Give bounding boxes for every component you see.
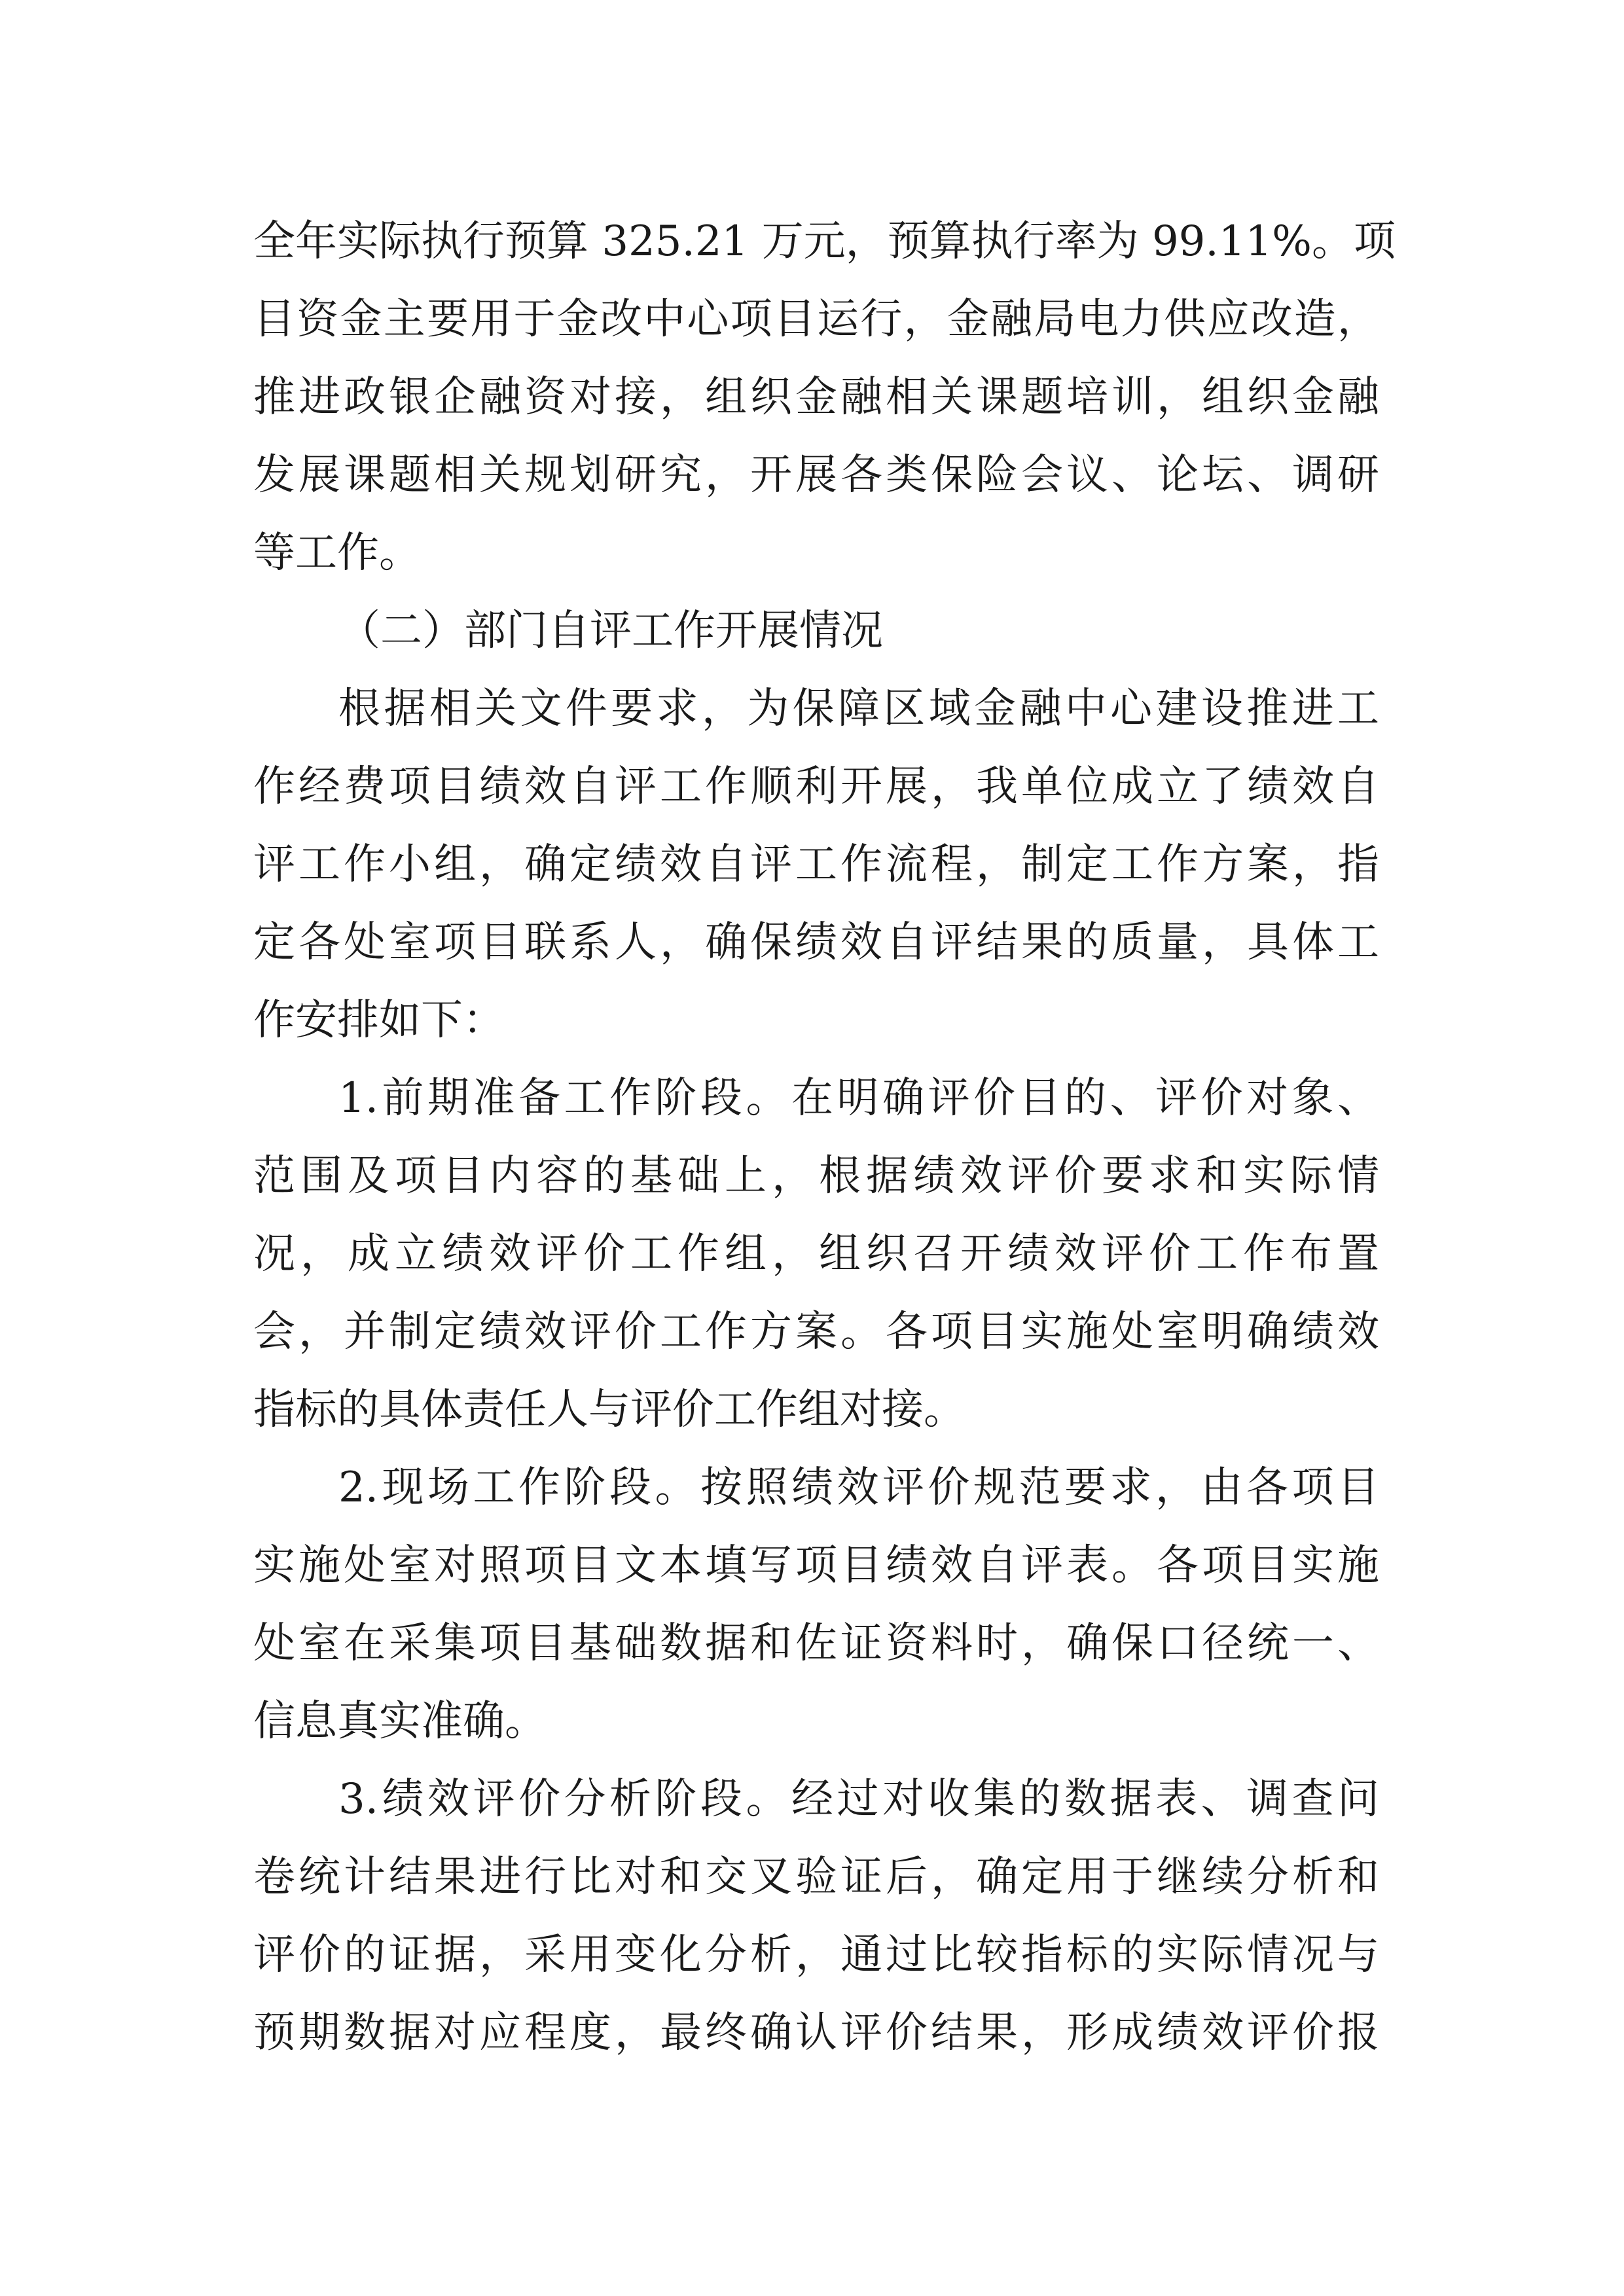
paragraph-line: 等工作。 (253, 529, 421, 577)
paragraph-line: 预期数据对应程度，最终确认评价结果，形成绩效评价报 (253, 2009, 1379, 2057)
paragraph-line: 实施处室对照项目文本填写项目绩效自评表。各项目实施 (253, 1541, 1379, 1590)
section-heading: （二）部门自评工作开展情况 (338, 607, 883, 655)
paragraph-line: 目资金主要用于金改中心项目运行，金融局电力供应改造， (253, 295, 1379, 344)
paragraph-line: 评价的证据，采用变化分析，通过比较指标的实际情况与 (253, 1931, 1379, 1979)
paragraph-line: 评工作小组，确定绩效自评工作流程，制定工作方案，指 (253, 840, 1379, 889)
paragraph-line: 3.绩效评价分析阶段。经过对收集的数据表、调查问 (338, 1775, 1379, 1823)
paragraph-line: 况，成立绩效评价工作组，组织召开绩效评价工作布置 (253, 1230, 1379, 1278)
paragraph-line: 发展课题相关规划研究，开展各类保险会议、论坛、调研 (253, 451, 1379, 499)
paragraph-line: 信息真实准确。 (253, 1697, 547, 1746)
paragraph-line: 作安排如下： (253, 996, 505, 1045)
paragraph-line: 定各处室项目联系人，确保绩效自评结果的质量，具体工 (253, 918, 1379, 967)
paragraph-line: 处室在采集项目基础数据和佐证资料时，确保口径统一、 (253, 1619, 1379, 1668)
paragraph-line: 1.前期准备工作阶段。在明确评价目的、评价对象、 (338, 1074, 1379, 1122)
paragraph-line: 卷统计结果进行比对和交叉验证后，确定用于继续分析和 (253, 1853, 1379, 1901)
paragraph-line: 推进政银企融资对接，组织金融相关课题培训，组织金融 (253, 373, 1379, 422)
paragraph-line: 作经费项目绩效自评工作顺利开展，我单位成立了绩效自 (253, 762, 1379, 811)
paragraph-line: 2.现场工作阶段。按照绩效评价规范要求，由各项目 (338, 1463, 1379, 1512)
paragraph-line: 会，并制定绩效评价工作方案。各项目实施处室明确绩效 (253, 1308, 1379, 1356)
paragraph-line: 全年实际执行预算 325.21 万元，预算执行率为 99.11%。项 (253, 217, 1396, 266)
paragraph-line: 范围及项目内容的基础上，根据绩效评价要求和实际情 (253, 1152, 1379, 1200)
paragraph-line: 指标的具体责任人与评价工作组对接。 (253, 1386, 965, 1434)
paragraph-line: 根据相关文件要求，为保障区域金融中心建设推进工 (338, 685, 1379, 733)
